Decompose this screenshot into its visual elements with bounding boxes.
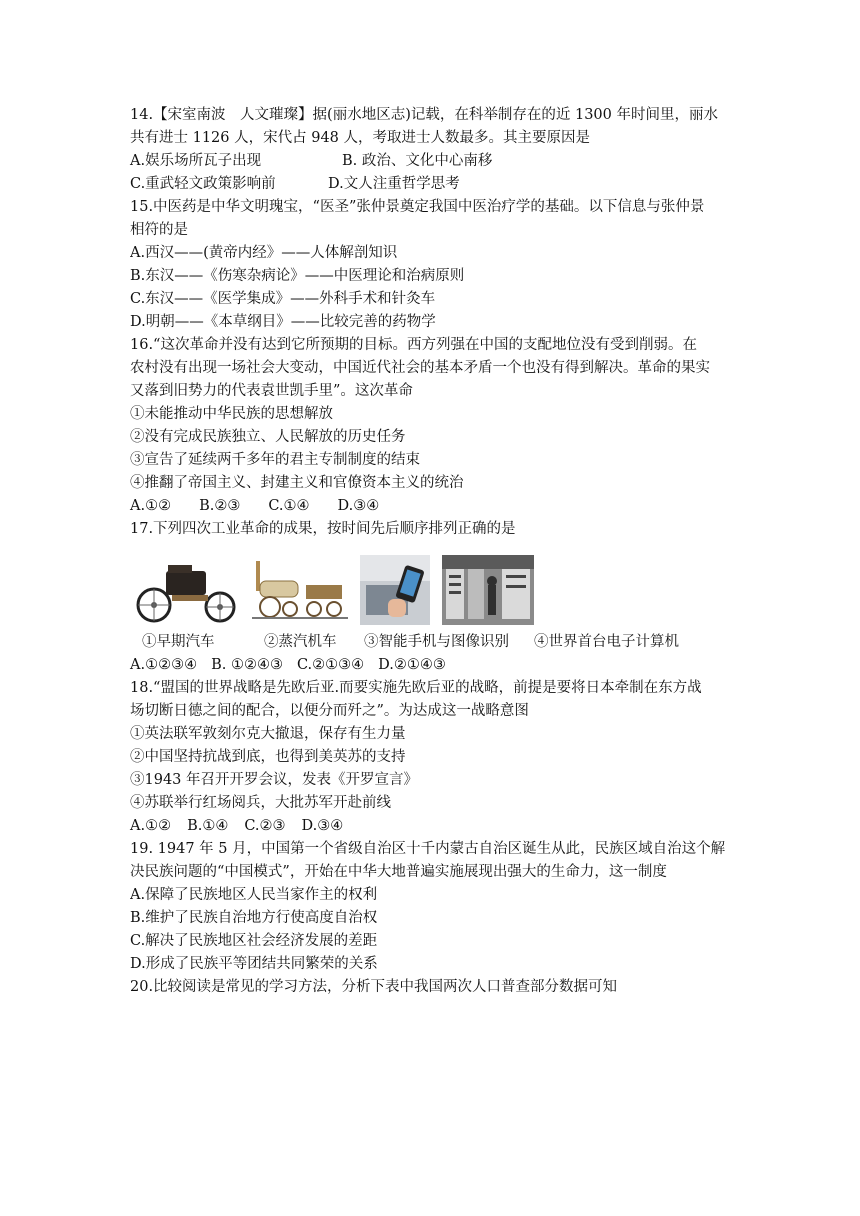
question-stem-line: 14.【宋室南波 人文璀璨】据(丽水地区志)记载，在科举制存在的近 1300 年时间里，丽水: [130, 107, 718, 123]
statement-item: ②中国坚持抗战到底，也得到美英苏的支持: [130, 749, 406, 765]
caption-smartphone: ③智能手机与图像识别: [364, 634, 509, 650]
options-row: [130, 495, 735, 518]
option-b[interactable]: B. ①②④③: [211, 657, 283, 673]
option-d[interactable]: D.②①④③: [378, 657, 446, 673]
option-a[interactable]: A.西汉——(黄帝内经》——人体解剖知识: [130, 245, 398, 261]
question-20: [130, 976, 735, 999]
statement-item: ②没有完成民族独立、人民解放的历史任务: [130, 429, 406, 445]
question-stem-line: 相符的是: [130, 222, 188, 238]
option-d[interactable]: D.③④: [337, 498, 380, 514]
question-19: [130, 838, 735, 976]
options-row: [130, 815, 735, 838]
options-row: [130, 654, 735, 677]
statement-item: ③宣告了延续两千多年的君主专制制度的结束: [130, 452, 420, 468]
option-a[interactable]: A.①②: [130, 818, 172, 834]
statement-item: ①英法联军敦刻尔克大撤退，保存有生力量: [130, 726, 406, 742]
option-c[interactable]: C.①④: [268, 498, 310, 514]
question-stem-line: 16.“这次革命并没有达到它所预期的目标。西方列强在中国的支配地位没有受到削弱。在: [130, 337, 697, 353]
question-stem-line: 又落到旧势力的代表袁世凯手里”。这次革命: [130, 383, 413, 399]
question-14: [130, 104, 735, 196]
option-a[interactable]: A.①②③④: [130, 657, 198, 673]
options-row: [130, 173, 735, 196]
question-stem-line: 决民族问题的“中国模式”，开始在中华大地普遍实施展现出强大的生命力，这一制度: [130, 864, 667, 880]
statement-item: ④苏联举行红场阅兵，大批苏军开赴前线: [130, 795, 391, 811]
question-stem-line: 20.比较阅读是常见的学习方法，分析下表中我国两次人口普查部分数据可知: [130, 979, 618, 995]
image-captions: [130, 631, 735, 654]
option-a[interactable]: A.①②: [130, 498, 172, 514]
option-d[interactable]: D.明朝——《本草纲目》——比较完善的药物学: [130, 314, 436, 330]
caption-early-car: ①早期汽车: [142, 634, 215, 650]
option-c[interactable]: C.②③: [244, 818, 286, 834]
question-stem-line: 15.中医药是中华文明瑰宝，“医圣”张仲景奠定我国中医治疗学的基础。以下信息与张仲景: [130, 199, 705, 215]
statement-item: ③1943 年召开开罗会议，发表《开罗宣言》: [130, 772, 419, 788]
caption-steam-locomotive: ②蒸汽机车: [264, 634, 337, 650]
option-d[interactable]: D.文人注重哲学思考: [328, 176, 460, 192]
steam-locomotive-image: [252, 555, 348, 625]
smartphone-image: [360, 555, 430, 625]
question-stem-line: 19. 1947 年 5 月，中国第一个省级自治区十千内蒙古自治区诞生从此，民族区域自治这个解: [130, 841, 726, 857]
option-c[interactable]: C.东汉——《医学集成》——外科手术和针灸车: [130, 291, 436, 307]
caption-computer: ④世界首台电子计算机: [534, 634, 679, 650]
option-b[interactable]: B. 政治、文化中心南移: [342, 153, 493, 169]
option-a[interactable]: A.保障了民族地区人民当家作主的权利: [130, 887, 378, 903]
question-18: [130, 677, 735, 838]
question-17: [130, 518, 735, 677]
eniac-computer-image: [442, 555, 534, 625]
question-stem-line: 场切断日德之间的配合，以便分而歼之”。为达成这一战略意图: [130, 703, 529, 719]
option-c[interactable]: C.②①③④: [296, 657, 365, 673]
option-b[interactable]: B.①④: [187, 818, 229, 834]
option-c[interactable]: C.解决了民族地区社会经济发展的差距: [130, 933, 378, 949]
question-stem-line: 18.“盟国的世界战略是先欧后亚.而要实施先欧后亚的战略，前提是要将日本牵制在东方战: [130, 680, 702, 696]
early-car-image: [132, 557, 240, 625]
option-a[interactable]: A.娱乐场所瓦子出现: [130, 153, 262, 169]
question-15: [130, 196, 735, 334]
option-b[interactable]: B.东汉——《伤寒杂病论》——中医理论和治病原则: [130, 268, 465, 284]
image-row: [132, 549, 735, 625]
option-d[interactable]: D.③④: [301, 818, 344, 834]
question-stem-line: 17.下列四次工业革命的成果，按时间先后顺序排列正确的是: [130, 521, 516, 537]
statement-item: ④推翻了帝国主义、封建主义和官僚资本主义的统治: [130, 475, 464, 491]
option-b[interactable]: B.维护了民族自治地方行使高度自治权: [130, 910, 378, 926]
exam-page: [130, 104, 735, 999]
statement-item: ①未能推动中华民族的思想解放: [130, 406, 333, 422]
option-b[interactable]: B.②③: [199, 498, 241, 514]
options-row: [130, 150, 735, 173]
question-16: [130, 334, 735, 518]
question-stem-line: 农村没有出现一场社会大变动，中国近代社会的基本矛盾一个也没有得到解决。革命的果实: [130, 360, 710, 376]
question-stem-line: 共有进士 1126 人，宋代占 948 人，考取进士人数最多。其主要原因是: [130, 130, 591, 146]
option-c[interactable]: C.重武轻文政策影响前: [130, 176, 276, 192]
option-d[interactable]: D.形成了民族平等团结共同繁荣的关系: [130, 956, 378, 972]
